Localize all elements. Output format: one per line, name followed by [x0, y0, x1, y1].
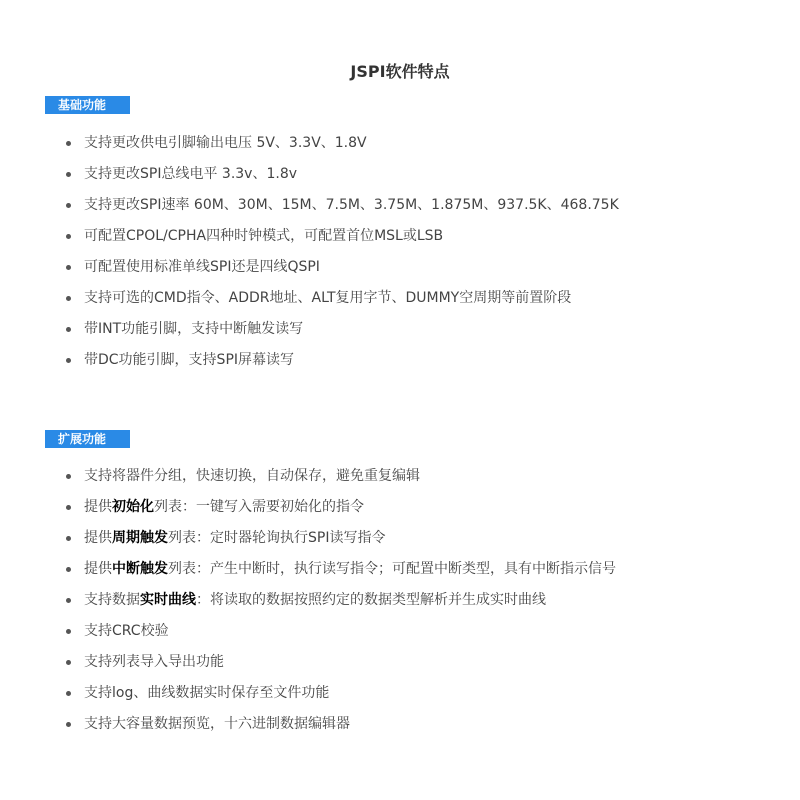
extended-feature-list — [0, 461, 616, 740]
bullet-icon — [66, 536, 71, 541]
page-title: JSPI软件特点 — [350, 62, 450, 81]
list-item — [0, 523, 616, 554]
list-item — [0, 554, 616, 585]
list-item-suffix: 列表：一键写入需要初始化的指令 — [154, 499, 364, 515]
bullet-icon — [66, 203, 71, 208]
bullet-icon — [66, 141, 71, 146]
list-item — [0, 221, 619, 252]
list-item-text: 支持更改SPI总线电平 3.3v、1.8v — [84, 166, 298, 182]
list-item — [0, 678, 616, 709]
section-tag-basic: 基础功能 — [45, 96, 130, 114]
list-item-text: 支持更改供电引脚输出电压 5V、3.3V、1.8V — [84, 135, 367, 151]
bullet-icon — [66, 296, 71, 301]
bullet-icon — [66, 691, 71, 696]
list-item-text: 支持将器件分组，快速切换，自动保存，避免重复编辑 — [84, 468, 420, 484]
basic-feature-list — [0, 128, 619, 376]
bullet-icon — [66, 265, 71, 270]
list-item — [0, 283, 619, 314]
list-item-text: 支持列表导入导出功能 — [84, 654, 224, 670]
list-item-highlight: 初始化 — [112, 499, 154, 515]
bullet-icon — [66, 598, 71, 603]
list-item-text: 带INT功能引脚，支持中断触发读写 — [84, 321, 304, 337]
bullet-icon — [66, 474, 71, 479]
list-item — [0, 709, 616, 740]
list-item-text: 可配置使用标准单线SPI还是四线QSPI — [84, 259, 320, 275]
bullet-icon — [66, 358, 71, 363]
section-tag-extended: 扩展功能 — [45, 430, 130, 448]
list-item — [0, 345, 619, 376]
list-item-prefix: 提供 — [84, 499, 112, 515]
list-item-text: 带DC功能引脚，支持SPI屏幕读写 — [84, 352, 295, 368]
list-item — [0, 461, 616, 492]
bullet-icon — [66, 660, 71, 665]
bullet-icon — [66, 505, 71, 510]
bullet-icon — [66, 234, 71, 239]
list-item — [0, 159, 619, 190]
bullet-icon — [66, 327, 71, 332]
list-item-text: 支持log、曲线数据实时保存至文件功能 — [84, 685, 330, 701]
bullet-icon — [66, 172, 71, 177]
list-item-text: 支持大容量数据预览，十六进制数据编辑器 — [84, 716, 350, 732]
list-item — [0, 647, 616, 678]
list-item-text: 可配置CPOL/CPHA四种时钟模式，可配置首位MSL或LSB — [84, 228, 444, 244]
list-item — [0, 252, 619, 283]
list-item-text: 支持更改SPI速率 60M、30M、15M、7.5M、3.75M、1.875M、937.5K、468.75K — [84, 197, 619, 213]
list-item — [0, 128, 619, 159]
list-item-suffix: ：将读取的数据按照约定的数据类型解析并生成实时曲线 — [196, 592, 546, 608]
list-item-highlight: 周期触发 — [112, 530, 168, 546]
list-item-highlight: 实时曲线 — [140, 592, 196, 608]
list-item-suffix: 列表：产生中断时，执行读写指令；可配置中断类型，具有中断指示信号 — [168, 561, 616, 577]
bullet-icon — [66, 567, 71, 572]
list-item-suffix: 列表：定时器轮询执行SPI读写指令 — [168, 530, 386, 546]
bullet-icon — [66, 722, 71, 727]
bullet-icon — [66, 629, 71, 634]
list-item — [0, 492, 616, 523]
list-item-prefix: 提供 — [84, 530, 112, 546]
list-item-text: 支持可选的CMD指令、ADDR地址、ALT复用字节、DUMMY空周期等前置阶段 — [84, 290, 572, 306]
list-item-prefix: 提供 — [84, 561, 112, 577]
list-item — [0, 190, 619, 221]
list-item-highlight: 中断触发 — [112, 561, 168, 577]
list-item-text: 支持CRC校验 — [84, 623, 169, 639]
list-item-prefix: 支持数据 — [84, 592, 140, 608]
list-item — [0, 314, 619, 345]
list-item — [0, 585, 616, 616]
list-item — [0, 616, 616, 647]
